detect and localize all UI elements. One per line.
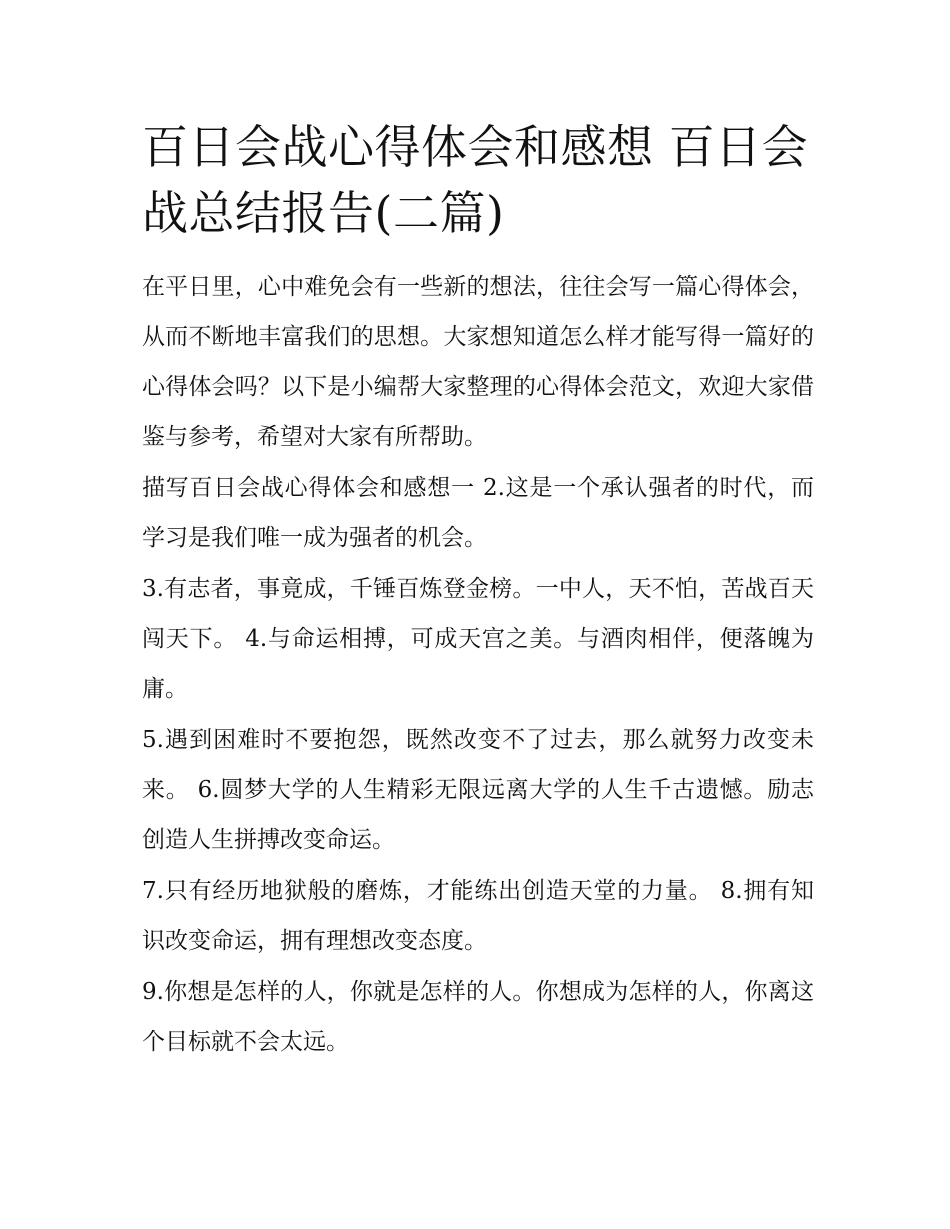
paragraph-5: 9.你想是怎样的人，你就是怎样的人。你想成为怎样的人，你离这个目标就不会太远。: [142, 979, 814, 1055]
paragraph-2: 3.有志者，事竟成，千锤百炼登金榜。一中人，天不怕，苦战百天闯天下。 4.与命运相搏，可成天宫之美。与酒肉相伴，便落魄为庸。: [142, 576, 814, 702]
document-title: 百日会战心得体会和感想 百日会战总结报告(二篇): [142, 120, 809, 240]
document-body: [142, 114, 814, 1067]
paragraph-1: 描写百日会战心得体会和感想一 2.这是一个承认强者的时代，而学习是我们唯一成为强者的机会。: [142, 475, 814, 551]
paragraph-4: 7.只有经历地狱般的磨炼，才能练出创造天堂的力量。 8.拥有知识改变命运，拥有理想改变态度。: [142, 878, 814, 954]
paragraph-3: 5.遇到困难时不要抱怨，既然改变不了过去，那么就努力改变未来。 6.圆梦大学的人生精彩无限远离大学的人生千古遗憾。励志创造人生拼搏改变命运。: [142, 727, 814, 853]
paragraph-intro: 在平日里，心中难免会有一些新的想法，往往会写一篇心得体会，从而不断地丰富我们的思想。大家想知道怎么样才能写得一篇好的心得体会吗？以下是小编帮大家整理的心得体会范文，欢迎大家借鉴与参考，希望对大家有所帮助。: [142, 274, 814, 450]
